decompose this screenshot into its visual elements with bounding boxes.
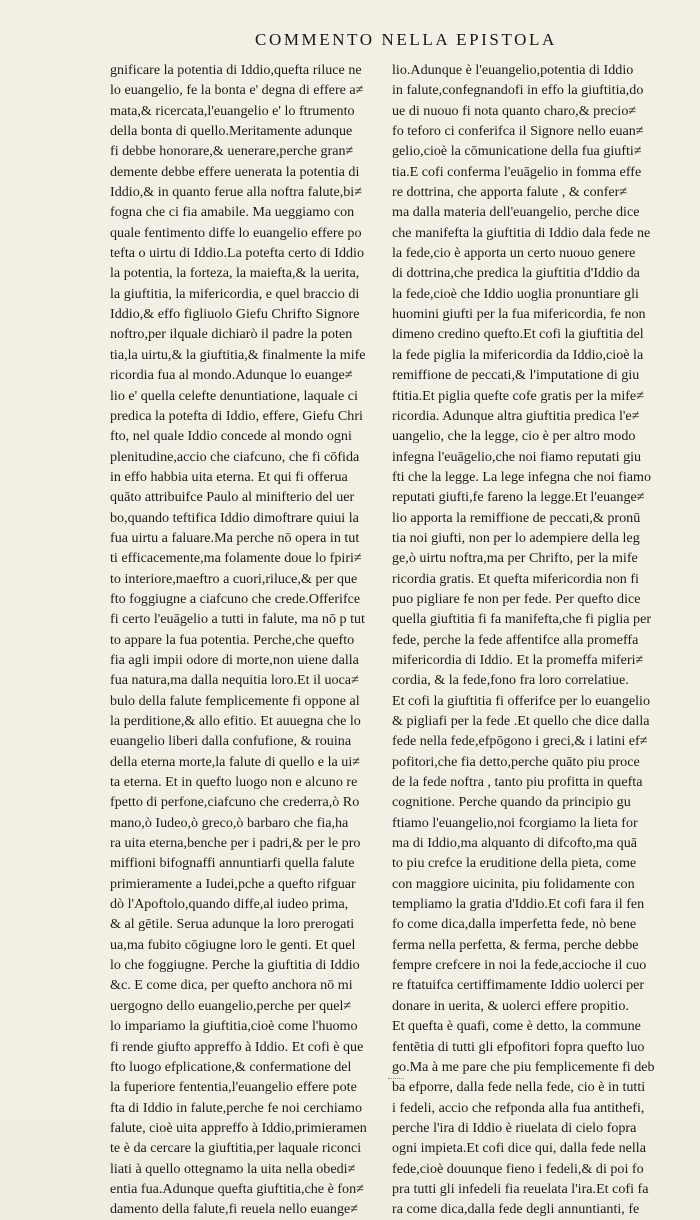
text-line: mano,ò Iudeo,ò greco,ò barbaro che fia,ha [110, 814, 349, 831]
text-line: entia fua.Adunque quefta giuftitia,che è fon≠ [110, 1180, 364, 1197]
text-line: Iddio,& in quanto ferue alla noftra falute,bi≠ [110, 184, 362, 201]
text-line: ue di nuouo fi nota quanto charo,& precio≠ [392, 102, 637, 119]
text-line: mifericordia di Iddio. Et la promeffa miferi≠ [392, 651, 644, 668]
text-line: perche l'ira di Iddio è riuelata di cielo fopra [392, 1119, 637, 1136]
text-line: fo come dica,dalla imperfetta fede, nò bene [392, 916, 637, 933]
text-line: Et quefta è quafi, come è detto, la commune [392, 1018, 641, 1035]
text-line: fi debbe honorare,& uenerare,perche gran≠ [110, 143, 354, 160]
text-line: ricordia gratis. Et quefta mifericordia non fi [392, 570, 639, 587]
right-text-column [392, 60, 674, 1220]
text-line: che manifefta la giuftitia di Iddio dala fede ne [392, 224, 651, 241]
text-line: fto foggiugne a ciafcuno che crede.Offerifce [110, 590, 361, 607]
text-line: fti che la legge. La lege infegna che noi fiamo [392, 468, 652, 485]
text-line: cognitione. Perche quando da principio gu [392, 794, 631, 811]
text-line: fede,cioè douunque fieno i fedeli,& di poi fo [392, 1160, 644, 1177]
text-line: gelio,cioè la cōmunicatione della fua giufti≠ [392, 143, 642, 160]
text-line: la giuftitia, la mifericordia, e quel braccio di [110, 285, 360, 302]
text-line: bo,quando teftifica Iddio dimoftrare quiui la [110, 509, 359, 526]
text-line: dò l'Apoftolo,quando diffe,al iudeo prima, [110, 896, 349, 913]
text-line: ra come dica,dalla fede degli annuntianti, fe [392, 1201, 640, 1218]
signature-mark [388, 1078, 404, 1083]
text-line: lo euangelio, fe la bonta e' degna di effere a≠ [110, 82, 364, 99]
text-line: de la fede noftra , tanto piu profitta in quefta [392, 774, 643, 791]
text-line: tia.E cofi conferma l'euāgelio in fomma effe [392, 163, 642, 180]
text-line: lio e' quella celefte denuntiatione, laquale ci [110, 387, 358, 404]
text-line: predica la potefta di Iddio, effere, Giefu Chri [110, 407, 363, 424]
text-line: in falute,confegnandofi in effo la giuftitia,do [392, 82, 644, 99]
text-line: fempre crefcere in noi la fede,accioche il cuo [392, 957, 647, 974]
text-line: Iddio,& effo figliuolo Giefu Chrifto Signore [110, 306, 360, 323]
text-line: falute, cioè uita appreffo à Iddio,primieramen [110, 1119, 367, 1136]
text-line: & pigliafi per la fede .Et quello che dice dalla [392, 713, 650, 729]
text-line: infegna l'euāgelio,che noi fiamo reputati giu [392, 448, 642, 465]
text-line: fpetto di perfone,ciafcuno che crederra,ò Ro [110, 794, 360, 811]
text-line: demente debbe effere uenerata la potentia di [110, 163, 360, 180]
text-line: lo che foggiugne. Perche la giuftitia di Iddio [110, 957, 360, 974]
text-line: Et cofi la giuftitia fi offerifce per lo euangelio [392, 692, 651, 709]
text-line: con maggiore uicinita, piu folidamente con [392, 875, 635, 892]
text-line: ta eterna. Et in quefto luogo non e alcuno re [110, 774, 358, 791]
text-line: fogna che ci fia amabile. Ma ueggiamo con [110, 204, 355, 221]
text-line: fia agli impii odore di morte,non uiene dalla [110, 651, 359, 668]
text-line: dimeno credino quefto.Et cofi la giuftitia del [392, 326, 644, 343]
text-line: ogni impieta.Et cofi dice qui, dalla fede nella [392, 1140, 646, 1157]
text-line: ti efficacemente,ma folamente doue lo fpiri≠ [110, 550, 362, 567]
text-line: la fuperiore fententia,l'euangelio effere pote [110, 1079, 357, 1096]
text-line: fo teforo ci conferifca il Signore nello euan≠ [392, 123, 644, 140]
text-line: primieramente a Iudei,pche a quefto rifguar [110, 875, 356, 892]
text-line: ma dalla materia dell'euangelio, perche dice [392, 204, 640, 221]
text-line: cordia, & la fede,fono fra loro correlatiue. [392, 672, 629, 689]
text-line: ge,ò uirtu noftra,ma per Chrifto, per la mife [392, 550, 638, 567]
left-text-column [110, 60, 384, 1220]
text-line: la fede,cioè che Iddio uoglia pronuntiare gli [392, 285, 639, 302]
text-line: ftitia.Et piglia quefte cofe gratis per la mife≠ [392, 387, 644, 404]
text-line: donare in uerita, & uolerci effere propitio. [392, 997, 629, 1014]
text-line: ba efporre, dalla fede nella fede, cio è in tutti [392, 1079, 646, 1096]
text-line: & al gētile. Serua adunque la loro prerogati [110, 916, 355, 933]
text-line: to interiore,maeftro a cuori,riluce,& per que [110, 570, 358, 587]
text-line: ra uita eterna,benche per i padri,& per le pro [110, 835, 361, 852]
text-line: re ftatuifca certiffimamente Iddio uolerci per [392, 977, 645, 994]
text-line: di dottrina,che predica la giuftitia d'Iddio da [392, 265, 640, 282]
text-line: in effo habbia uita eterna. Et qui fi offerua [110, 468, 348, 485]
text-line: tia noi giufti, non per lo adempiere della leg [392, 529, 640, 546]
text-line: la fede piglia la mifericordia da Iddio,cioè la [392, 346, 644, 363]
text-line: fede, perche la fede affentifce alla promeffa [392, 631, 639, 648]
text-line: liati à quello ottegnamo la uita nella obedi≠ [110, 1160, 356, 1177]
text-line: ricordia. Adunque altra giuftitia predica l'e≠ [392, 407, 640, 424]
text-line: pofitori,che fia detto,perche quāto piu proce [392, 753, 640, 770]
text-line: la fede,cio è apporta un certo nuouo genere [392, 245, 636, 262]
text-line: tefta o uirtu di Iddio.La potefta certo di Iddio [110, 245, 364, 262]
text-line: reputati giufti,fe fareno la legge.Et l'euange≠ [392, 489, 645, 506]
text-line: remiffione de peccati,& l'imputatione di giu [392, 367, 640, 384]
text-line: fede nella fede,efpōgono i greci,& i latini ef≠ [392, 733, 648, 750]
text-line: bulo della falute femplicemente fi oppone al [110, 692, 360, 709]
text-line: ferma nella perfetta, & ferma, perche debbe [392, 936, 639, 953]
text-line: fi rende giufto appreffo à Iddio. Et cofi è que [110, 1038, 364, 1055]
text-line: re dottrina, che apporta falute , & confer≠ [392, 184, 628, 201]
text-line: to piu crefce la eruditione della pieta, come [392, 855, 637, 872]
text-line: ricordia fua al mondo.Adunque lo euange≠ [110, 367, 353, 384]
text-line: gnificare la potentia di Iddio,quefta riluce ne [110, 62, 362, 78]
text-line: della bonta di quello.Meritamente adunque [110, 123, 353, 140]
text-line: to appare la fua potentia. Perche,che quefto [110, 631, 355, 648]
text-line: quella giuftitia fi fa manifefta,che fi piglia per [392, 611, 652, 628]
text-line: miffioni bifognaffi annuntiarfi quella falute [110, 855, 355, 872]
text-line: lo impariamo la giuftitia,cioè come l'huomo [110, 1018, 358, 1035]
text-line: euangelio liberi dalla confufione, & rouina [110, 733, 352, 750]
text-line: ma di Iddio,ma alquanto di difcofto,ma quā [392, 835, 638, 852]
text-line: ua,ma fubito cōgiugne loro le genti. Et quel [110, 936, 356, 953]
text-line: la perditione,& allo efitio. Et auuegna che lo [110, 713, 361, 729]
text-line: pra tutti gli infedeli fia reuelata l'ira.Et cofi fa [392, 1180, 649, 1197]
text-line: quale fentimento diffe lo euangelio effere po [110, 224, 362, 241]
text-line: &c. E come dica, per quefto anchora nō mi [110, 977, 353, 994]
text-line: go.Ma à me pare che piu femplicemente fi deb [392, 1058, 655, 1075]
text-line: tia,la uirtu,& la giuftitia,& finalmente la mife [110, 346, 366, 363]
text-line: fto luogo efplicatione,& confermatione del [110, 1058, 352, 1075]
text-line: fi certo l'euāgelio a tutti in falute, ma nō p tut [110, 611, 365, 628]
text-line: fto, nel quale Iddio concede al mondo ogni [110, 428, 352, 445]
text-line: plenitudine,accio che ciafcuno, che fi cōfida [110, 448, 360, 465]
text-line: huomini giufti per la fua mifericordia, fe non [392, 306, 646, 323]
text-line: noftro,per ilquale dichiarò il padre la poten [110, 326, 353, 343]
text-line: fentētia di tutti gli efpofitori fopra quefto luo [392, 1038, 645, 1055]
text-line: uergogno dello euangelio,perche per quel≠ [110, 997, 352, 1014]
text-line: fua uirtu a faluare.Ma perche nō opera in tut [110, 529, 360, 546]
text-line: la potentia, la forteza, la maiefta,& la uerita, [110, 265, 360, 282]
text-line: te è da cercare la giuftitia,per laquale riconci [110, 1140, 362, 1157]
text-line: ftiamo l'euangelio,noi fcorgiamo la lieta for [392, 814, 638, 831]
text-line: fta di Iddio in falute,perche fe noi cerchiamo [110, 1099, 363, 1116]
text-line: i fedeli, accio che refponda alla fua antithefi, [392, 1099, 645, 1116]
text-line: uangelio, che la legge, cio è per altro modo [392, 428, 636, 445]
text-line: mata,& ricercata,l'euangelio e' lo ftrumento [110, 102, 355, 119]
running-title: COMMENTO NELLA EPISTOLA [255, 30, 557, 49]
text-line: lio apporta la remiffione de peccati,& pronū [392, 509, 641, 526]
text-line: quāto attribuifce Paulo al minifterio del uer [110, 489, 355, 506]
text-line: fua natura,ma dalla nequitia loro.Et il uoca≠ [110, 672, 359, 689]
text-line: templiamo la gratia d'Iddio.Et cofi fara il fen [392, 896, 645, 913]
text-line: della eterna morte,la falute di quello e la ui≠ [110, 753, 360, 770]
text-line: damento della falute,fi reuela nello euange≠ [110, 1201, 358, 1218]
text-line: puo pigliare fe non per fede. Per quefto dice [392, 590, 641, 607]
text-line: lio.Adunque è l'euangelio,potentia di Iddio [392, 62, 634, 78]
